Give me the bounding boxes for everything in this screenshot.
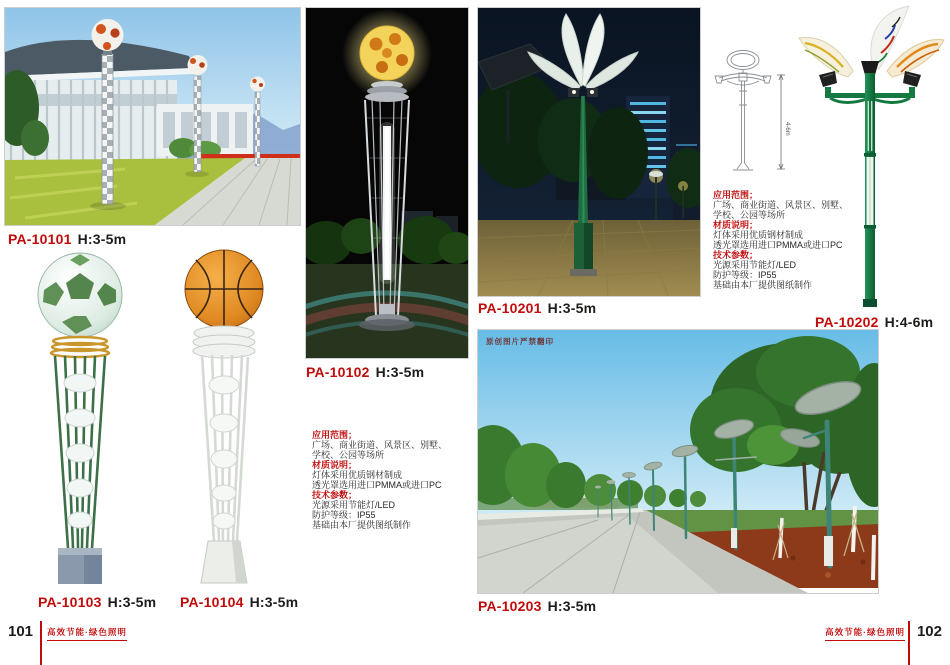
basketball-lamp-column	[172, 245, 276, 585]
spec-line: 灯体采用优质钢材制成	[713, 230, 804, 240]
spec-line: 透光罩选用进口PMMA或进口PC	[312, 480, 442, 490]
soccer-ball-lamp-column	[28, 248, 132, 590]
dimension-label: 4-6m	[784, 122, 790, 136]
steel-cap	[365, 81, 409, 102]
photo-pa10201	[478, 8, 700, 296]
photo-pa10102	[306, 8, 468, 358]
product-code: PA-10202	[815, 314, 879, 330]
technical-drawing-pa10202	[705, 47, 793, 180]
winged-lamp-rendering	[795, 5, 945, 315]
product-height: H:3-5m	[249, 594, 299, 610]
night-leaf-lamp-plaza	[478, 8, 700, 296]
lens-discs	[64, 374, 96, 528]
lamp-outline	[715, 51, 771, 171]
product-label-pa10104	[180, 594, 298, 610]
spec-line: 防护等级：IP55	[713, 270, 777, 280]
product-height: H:3-5m	[107, 594, 157, 610]
product-label-pa10101	[8, 231, 126, 247]
footer-rule-left	[40, 621, 42, 665]
photo-watermark: 原创图片严禁翻印	[486, 337, 554, 346]
park-path-leaf-lamps	[478, 330, 878, 593]
product-label-pa10202	[815, 314, 933, 330]
spec-line: 灯体采用优质钢材制成	[312, 470, 403, 480]
product-height: H:3-5m	[375, 364, 425, 380]
footer-slogan-left: 高效节能·绿色照明	[47, 626, 127, 641]
scene-football-poles-plaza	[5, 8, 300, 225]
page-number-right: 102	[916, 623, 942, 640]
product-height: H:3-5m	[547, 300, 597, 316]
dimension-line	[777, 75, 785, 169]
product-image-pa10202	[795, 5, 945, 315]
spec-line: 基础由本厂提供图纸制作	[312, 520, 412, 530]
product-label-pa10201	[478, 300, 596, 316]
spec-material-title: 材质说明；	[312, 460, 358, 470]
product-code: PA-10101	[8, 231, 72, 247]
spec-application-title: 应用范围；	[713, 190, 759, 200]
product-label-pa10103	[38, 594, 156, 610]
footer-rule-right	[908, 621, 910, 665]
product-code: PA-10104	[180, 594, 244, 610]
night-football-torch-lamp	[306, 8, 468, 358]
spec-line: 广场、商业街道、风景区、别墅、	[312, 440, 448, 450]
page-number-left: 101	[8, 623, 34, 640]
ring-capital	[193, 326, 255, 358]
footer-slogan-right: 高效节能·绿色照明	[825, 626, 905, 641]
spec-material-title: 材质说明；	[713, 220, 759, 230]
product-code: PA-10102	[306, 364, 370, 380]
photo-pa10203	[478, 330, 878, 593]
spec-tech-title: 技术参数；	[312, 490, 358, 500]
product-code: PA-10203	[478, 598, 542, 614]
product-label-pa10102	[306, 364, 424, 380]
lamp-outline-drawing	[705, 47, 793, 180]
product-label-pa10203	[478, 598, 596, 614]
spec-line: 光源采用节能灯/LED	[713, 260, 797, 270]
product-code: PA-10103	[38, 594, 102, 610]
light-tube-core	[385, 128, 389, 278]
product-height: H:4-6m	[884, 314, 934, 330]
spec-application-title: 应用范围；	[312, 430, 358, 440]
product-height: H:3-5m	[77, 231, 127, 247]
spec-tech-title: 技术参数；	[713, 250, 759, 260]
soccer-ball-globe	[38, 253, 122, 337]
photo-pa10101	[5, 8, 300, 225]
product-height: H:3-5m	[547, 598, 597, 614]
glowing-football-globe	[360, 26, 414, 80]
basketball-globe	[185, 250, 263, 328]
product-image-pa10104	[172, 245, 276, 585]
spec-line: 透光罩选用进口PMMA或进口PC	[713, 240, 843, 250]
spec-line: 防护等级：IP55	[312, 510, 376, 520]
spec-line: 学校、公园等场所	[713, 210, 786, 220]
spec-line: 基础由本厂提供图纸制作	[713, 280, 813, 290]
gold-rings	[51, 337, 109, 357]
spec-line: 学校、公园等场所	[312, 450, 385, 460]
base-cone	[201, 541, 247, 583]
spec-line: 光源采用节能灯/LED	[312, 500, 396, 510]
product-image-pa10103	[28, 248, 132, 590]
product-code: PA-10201	[478, 300, 542, 316]
base-block	[58, 548, 102, 584]
spec-block-left	[312, 430, 482, 530]
spec-line: 广场、商业街道、风景区、别墅、	[713, 200, 849, 210]
lamp-pole	[863, 73, 877, 307]
